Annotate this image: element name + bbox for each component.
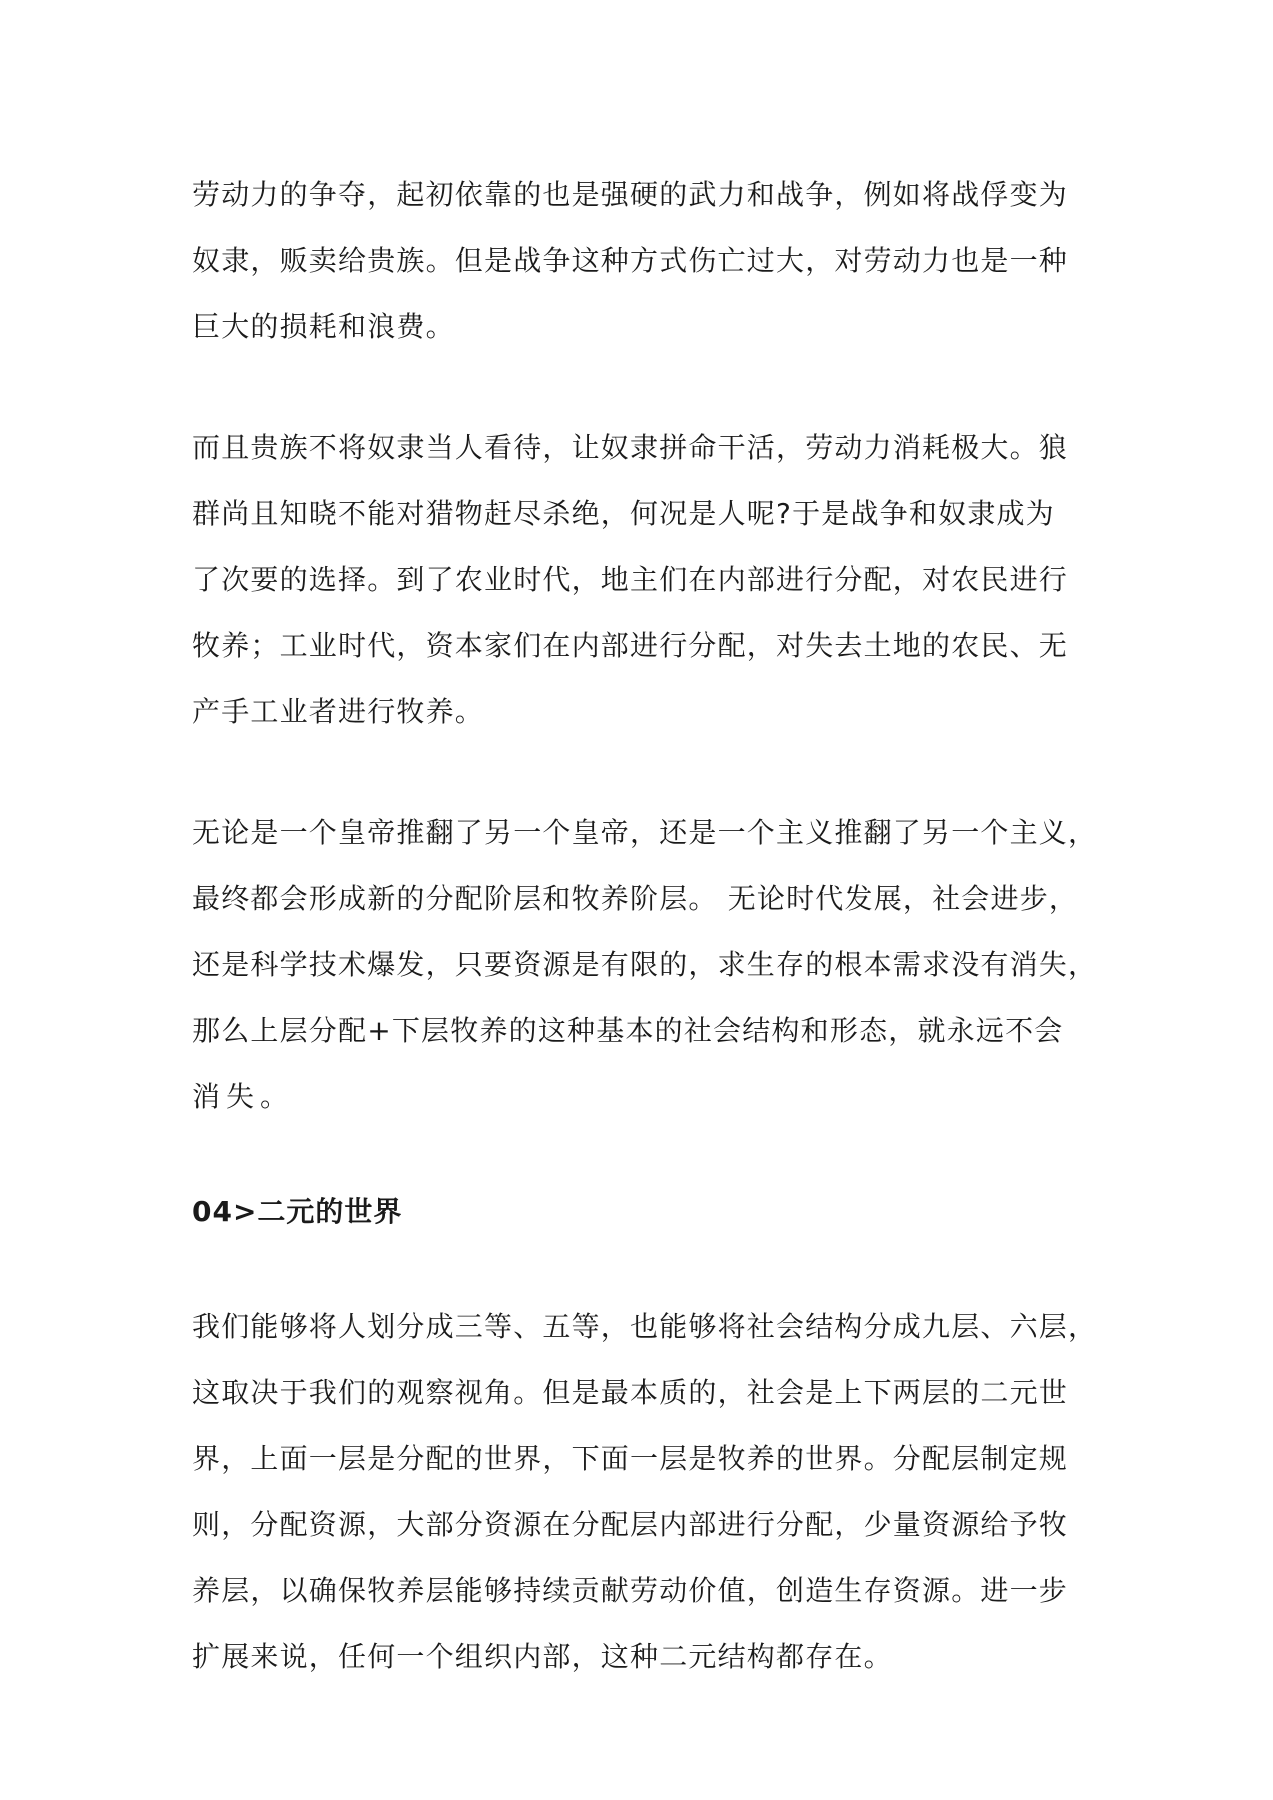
text-line: 了次要的选择。到了农业时代，地主们在内部进行分配，对农民进行 [192, 563, 1069, 596]
document-body [192, 162, 1098, 1690]
text-line: 巨大的损耗和浪费。 [192, 310, 455, 343]
text-line: 最终都会形成新的分配阶层和牧养阶层。 无论时代发展，社会进步， [192, 882, 1079, 915]
text-line: 这取决于我们的观察视角。但是最本质的，社会是上下两层的二元世 [192, 1376, 1069, 1409]
text-line: 消失。 [192, 1080, 295, 1113]
text-line: 养层，以确保牧养层能够持续贡献劳动价值，创造生存资源。进一步 [192, 1574, 1069, 1607]
text-line: 界，上面一层是分配的世界，下面一层是牧养的世界。分配层制定规 [192, 1442, 1069, 1475]
text-line: 奴隶，贩卖给贵族。但是战争这种方式伤亡过大，对劳动力也是一种 [192, 244, 1069, 277]
text-line: 牧养；工业时代，资本家们在内部进行分配，对失去土地的农民、无 [192, 629, 1069, 662]
text-line: 劳动力的争夺，起初依靠的也是强硬的武力和战争，例如将战俘变为 [192, 178, 1069, 211]
section-heading: 04>二元的世界 [192, 1195, 403, 1228]
text-line: 群尚且知晓不能对猎物赶尽杀绝，何况是人呢?于是战争和奴隶成为 [192, 497, 1055, 530]
paragraph-labor-competition [192, 162, 1092, 360]
text-line: 则，分配资源，大部分资源在分配层内部进行分配，少量资源给予牧 [192, 1508, 1069, 1541]
text-line: 产手工业者进行牧养。 [192, 695, 485, 728]
text-line: 无论是一个皇帝推翻了另一个皇帝，还是一个主义推翻了另一个主义， [192, 816, 1098, 849]
text-line: 那么上层分配+下层牧养的这种基本的社会结构和形态，就永远不会 [192, 1014, 1064, 1047]
text-line: 我们能够将人划分成三等、五等，也能够将社会结构分成九层、六层， [192, 1310, 1098, 1343]
text-line: 扩展来说，任何一个组织内部，这种二元结构都存在。 [192, 1640, 893, 1673]
paragraph-social-structure [192, 800, 1098, 1130]
paragraph-binary-world [192, 1294, 1098, 1690]
text-line: 还是科学技术爆发，只要资源是有限的，求生存的根本需求没有消失， [192, 948, 1098, 981]
paragraph-nobles-and-slaves [192, 415, 1092, 745]
text-line: 而且贵族不将奴隶当人看待，让奴隶拼命干活，劳动力消耗极大。狼 [192, 431, 1069, 464]
